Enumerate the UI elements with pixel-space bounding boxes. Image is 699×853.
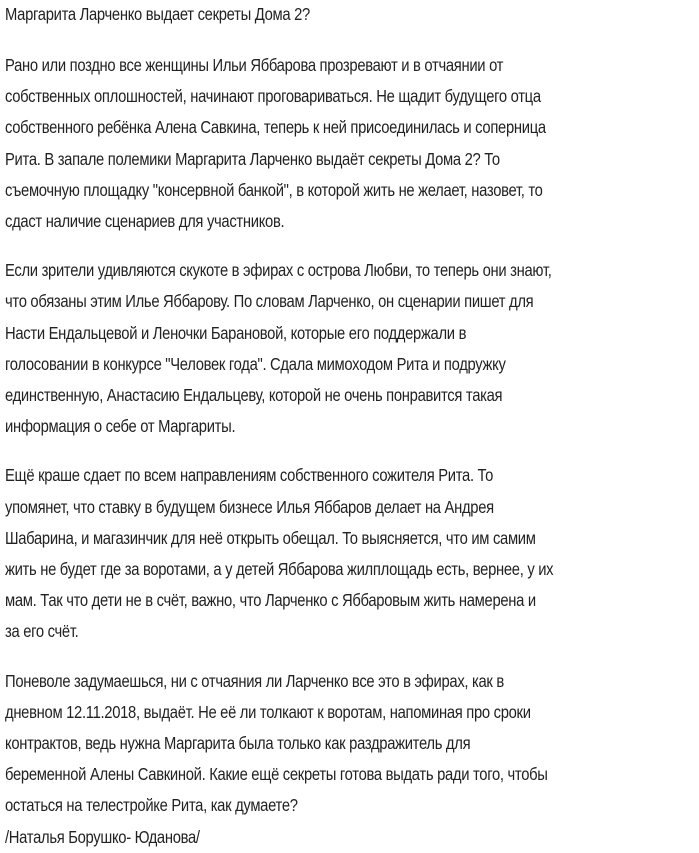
paragraph-1 <box>5 50 695 237</box>
text-line: Поневоле задумаешься, ни с отчаяния ли Ларченко все это в эфирах, как в <box>5 670 504 691</box>
text-line: собственного ребёнка Алена Савкина, теперь к ней присоединилась и соперница <box>5 117 546 138</box>
text-line: дневном 12.11.2018, выдаёт. Не её ли толкают к воротам, напоминая про сроки <box>5 701 531 722</box>
text-line: Если зрители удивляются скукоте в эфирах с острова Любви, то теперь они знают, <box>5 260 552 281</box>
text-line: голосовании в конкурсе "Человек года". Сдала мимоходом Рита и подружку <box>5 353 506 374</box>
text-line: контрактов, ведь нужна Маргарита была только как раздражитель для <box>5 733 471 754</box>
text-line: Рано или поздно все женщины Ильи Яббарова прозревают и в отчаянии от <box>5 55 504 75</box>
text-line: информация о себе от Маргариты. <box>5 416 236 437</box>
text-line: Шабарина, и магазинчик для неё открыть обещал. То выясняется, что им самим <box>5 527 536 548</box>
text-line: остаться на телестройке Рита, как думаете? <box>5 795 298 816</box>
text-line: мам. Так что дети не в счёт, важно, что Ларченко с Яббаровым жить намерена и <box>5 590 536 611</box>
text-line: Насти Ендальцевой и Леночки Барановой, которые его поддержали в <box>5 322 467 343</box>
paragraph-2 <box>5 255 695 442</box>
text-line: сдаст наличие сценариев для участников. <box>5 211 285 232</box>
text-line: за его счёт. <box>5 621 79 642</box>
text-line: единственную, Анастасию Ендальцеву, которой не очень понравится такая <box>5 385 503 406</box>
text-line: что обязаны этим Илье Яббарову. По словам Ларченко, он сценарии пишет для <box>5 291 534 312</box>
text-line: Рита. В запале полемики Маргарита Ларченко выдаёт секреты Дома 2? То <box>5 148 500 169</box>
article-title: Маргарита Ларченко выдает секреты Дома 2? <box>5 4 310 24</box>
paragraph-3 <box>5 460 695 647</box>
text-line: съемочную площадку "консервной банкой", в которой жить не желает, назовет, то <box>5 179 543 200</box>
text-line: беременной Алены Савкиной. Какие ещё секреты готова выдать ради того, чтобы <box>5 764 548 785</box>
text-line: жить не будет где за воротами, а у детей Яббарова жилплощадь есть, вернее, у их <box>5 559 554 580</box>
author-signature: /Наталья Борушко- Юданова/ <box>5 826 200 847</box>
text-line: Ещё краше сдает по всем направлениям собственного сожителя Рита. То <box>5 465 494 486</box>
text-line: упомянет, что ставку в будущем бизнесе Илья Яббаров делает на Андрея <box>5 496 494 517</box>
text-line: собственных оплошностей, начинают проговариваться. Не щадит будущего отца <box>5 86 541 107</box>
paragraph-4 <box>5 666 695 853</box>
